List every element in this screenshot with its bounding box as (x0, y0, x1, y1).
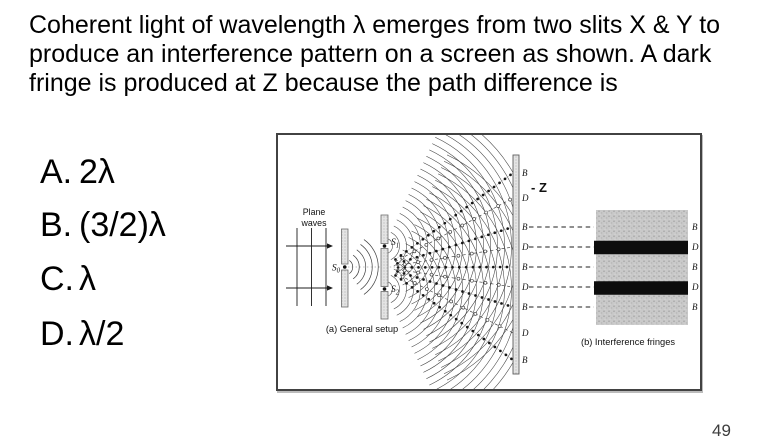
antinodal-dot (461, 290, 464, 293)
caption-interference-fringes: (b) Interference fringes (580, 337, 676, 347)
dark-fringe-bar (594, 241, 688, 255)
option-b-value: (3/2)λ (79, 206, 166, 244)
antinodal-dot (396, 270, 399, 273)
antinodal-dot (455, 318, 458, 321)
diagram-svg (278, 135, 700, 389)
antinodal-dot (427, 234, 430, 237)
antinodal-dot (448, 246, 451, 249)
screen-label: B (522, 222, 528, 233)
antinodal-dot (394, 258, 397, 261)
antinodal-dot (422, 254, 425, 257)
interference-diagram-figure (276, 133, 702, 391)
option-c (40, 261, 96, 297)
option-a-letter: A. (40, 153, 73, 191)
antinodal-dot (481, 296, 484, 299)
antinodal-dot (509, 173, 512, 176)
nodal-dot (403, 269, 406, 272)
screen-label: D (522, 242, 529, 253)
option-d-value: λ/2 (79, 315, 125, 353)
antinodal-dot (448, 286, 451, 289)
antinodal-dot (458, 266, 461, 269)
antinodal-dot (487, 233, 490, 236)
antinodal-dot (492, 266, 495, 269)
antinodal-dot (487, 298, 490, 301)
question-line-3: fringe is produced at Z because the path difference is (29, 69, 618, 97)
antinodal-dot (427, 298, 430, 301)
antinodal-dot (467, 240, 470, 243)
antinodal-dot (403, 272, 406, 275)
antinodal-dot (494, 346, 497, 349)
photo-label: D (692, 282, 699, 293)
antinodal-dot (417, 266, 420, 269)
antinodal-dot (493, 186, 496, 189)
antinodal-dot (424, 266, 427, 269)
antinodal-dot (493, 231, 496, 234)
source-slit-dot (343, 265, 347, 269)
antinodal-dot (403, 260, 406, 263)
antinodal-dot (471, 330, 474, 333)
nodal-dot (438, 294, 441, 297)
antinodal-dot (411, 246, 414, 249)
antinodal-dot (499, 266, 502, 269)
single-slit-barrier (342, 270, 349, 307)
nodal-dot (470, 252, 473, 255)
plane-wave-arrowhead (327, 243, 333, 248)
question-text (29, 11, 720, 98)
antinodal-dot (449, 218, 452, 221)
nodal-dot (430, 273, 433, 276)
page-number: 49 (712, 421, 731, 440)
nodal-dot (413, 250, 416, 253)
antinodal-dot (435, 282, 438, 285)
antinodal-dot (505, 354, 508, 357)
antinodal-dot (466, 326, 469, 329)
antinodal-dot (405, 250, 408, 253)
nodal-dot (443, 256, 446, 259)
screen-label: B (522, 355, 528, 366)
nodal-dot (430, 259, 433, 262)
antinodal-dot (411, 286, 414, 289)
option-c-value: λ (79, 260, 96, 298)
antinodal-dot (405, 282, 408, 285)
antinodal-dot (465, 206, 468, 209)
option-a-value: 2λ (79, 153, 115, 191)
nodal-dot (425, 288, 428, 291)
screen (513, 155, 519, 374)
nodal-dot (401, 275, 404, 278)
nodal-dot (425, 243, 428, 246)
question-line-2: produce an interference pattern on a screen as shown. A dark (29, 40, 712, 68)
antinodal-dot (474, 294, 477, 297)
nodal-dot (470, 279, 473, 282)
antinodal-dot (482, 338, 485, 341)
antinodal-dot (471, 202, 474, 205)
antinodal-dot (432, 230, 435, 233)
antinodal-dot (400, 278, 403, 281)
nodal-dot (498, 325, 501, 328)
antinodal-dot (480, 235, 483, 238)
plane-waves-label: Plane (302, 207, 326, 217)
antinodal-dot (416, 256, 419, 259)
slit1-label: $S_1$ (391, 238, 400, 250)
nodal-dot (484, 250, 487, 253)
antinodal-dot (499, 350, 502, 353)
antinodal-dot (409, 274, 412, 277)
single-slit-barrier (342, 229, 349, 264)
wavefront-fan (388, 135, 533, 389)
antinodal-dot (507, 304, 510, 307)
antinodal-dot (477, 334, 480, 337)
antinodal-dot (472, 266, 475, 269)
antinodal-dot (416, 242, 419, 245)
nodal-dot (474, 312, 477, 315)
fringe-photo (596, 210, 688, 325)
nodal-dot (403, 263, 406, 266)
antinodal-dot (468, 292, 471, 295)
photo-label: B (692, 302, 698, 313)
nodal-dot (497, 248, 500, 251)
antinodal-dot (397, 266, 400, 269)
antinodal-dot (433, 302, 436, 305)
antinodal-dot (409, 258, 412, 261)
screen-label: D (522, 282, 529, 293)
z-marker-label: - Z (531, 180, 547, 195)
antinodal-dot (455, 288, 458, 291)
slit2-dot (383, 287, 387, 291)
nodal-dot (462, 306, 465, 309)
nodal-dot (417, 261, 420, 264)
antinodal-dot (465, 266, 468, 269)
nodal-dot (444, 275, 447, 278)
antinodal-dot (474, 238, 477, 241)
dark-fringe-bar (594, 281, 688, 295)
nodal-dot (457, 254, 460, 257)
photo-label: D (692, 242, 699, 253)
nodal-dot (485, 211, 488, 214)
nodal-dot (437, 237, 440, 240)
option-d-letter: D. (40, 315, 74, 353)
antinodal-dot (482, 194, 485, 197)
option-d (40, 316, 124, 352)
nodal-dot (484, 281, 487, 284)
antinodal-dot (451, 266, 454, 269)
antinodal-dot (444, 266, 447, 269)
photo-label: B (692, 262, 698, 273)
option-b-letter: B. (40, 206, 73, 244)
nodal-dot (509, 198, 512, 201)
antinodal-dot (500, 229, 503, 232)
option-a (40, 154, 115, 190)
double-slit-barrier (381, 249, 388, 287)
antinodal-dot (404, 266, 407, 269)
nodal-dot (486, 319, 489, 322)
antinodal-dot (460, 322, 463, 325)
antinodal-dot (416, 276, 419, 279)
screen-label: D (522, 328, 529, 339)
nodal-dot (497, 205, 500, 208)
plane-wave-arrowhead (327, 285, 333, 290)
antinodal-dot (429, 280, 432, 283)
antinodal-dot (443, 222, 446, 225)
antinodal-dot (410, 266, 413, 269)
antinodal-dot (431, 266, 434, 269)
antinodal-dot (429, 252, 432, 255)
screen-label: B (522, 302, 528, 313)
antinodal-dot (442, 248, 445, 251)
antinodal-dot (487, 190, 490, 193)
option-c-letter: C. (40, 260, 74, 298)
option-b (40, 207, 166, 243)
antinodal-dot (442, 284, 445, 287)
antinodal-dot (478, 266, 481, 269)
nodal-dot (461, 224, 464, 227)
double-slit-barrier (381, 292, 388, 320)
antinodal-dot (460, 210, 463, 213)
plane-waves-label: waves (301, 218, 327, 228)
source-wavefront-arc (361, 244, 373, 289)
nodal-dot (401, 256, 404, 259)
antinodal-dot (394, 274, 397, 277)
antinodal-dot (476, 198, 479, 201)
antinodal-dot (485, 266, 488, 269)
antinodal-dot (416, 290, 419, 293)
antinodal-dot (438, 226, 441, 229)
antinodal-dot (510, 358, 513, 361)
antinodal-dot (498, 182, 501, 185)
caption-general-setup: (a) General setup (325, 324, 399, 334)
nodal-dot (497, 283, 500, 286)
antinodal-dot (454, 244, 457, 247)
double-slit-barrier (381, 215, 388, 244)
nodal-dot (457, 277, 460, 280)
antinodal-dot (500, 302, 503, 305)
antinodal-dot (449, 314, 452, 317)
antinodal-dot (422, 294, 425, 297)
screen-label: B (522, 168, 528, 179)
antinodal-dot (444, 310, 447, 313)
antinodal-dot (454, 214, 457, 217)
source-label: $S_0$ (331, 263, 340, 275)
antinodal-dot (435, 250, 438, 253)
antinodal-dot (461, 242, 464, 245)
nodal-dot (473, 217, 476, 220)
antinodal-dot (488, 342, 491, 345)
antinodal-dot (504, 178, 507, 181)
antinodal-dot (438, 266, 441, 269)
slit1-dot (383, 244, 387, 248)
photo-label: B (692, 222, 698, 233)
nodal-dot (449, 230, 452, 233)
antinodal-dot (422, 238, 425, 241)
antinodal-dot (506, 266, 509, 269)
question-line-1: Coherent light of wavelength λ emerges from two slits X & Y to (29, 11, 721, 39)
antinodal-dot (396, 262, 399, 265)
nodal-dot (417, 271, 420, 274)
antinodal-dot (494, 300, 497, 303)
screen-label: B (522, 262, 528, 273)
antinodal-dot (438, 306, 441, 309)
nodal-dot (413, 281, 416, 284)
antinodal-dot (506, 227, 509, 230)
screen-label: D (522, 193, 529, 204)
slit2-label: $S_2$ (391, 285, 400, 297)
antinodal-dot (422, 278, 425, 281)
nodal-dot (450, 300, 453, 303)
